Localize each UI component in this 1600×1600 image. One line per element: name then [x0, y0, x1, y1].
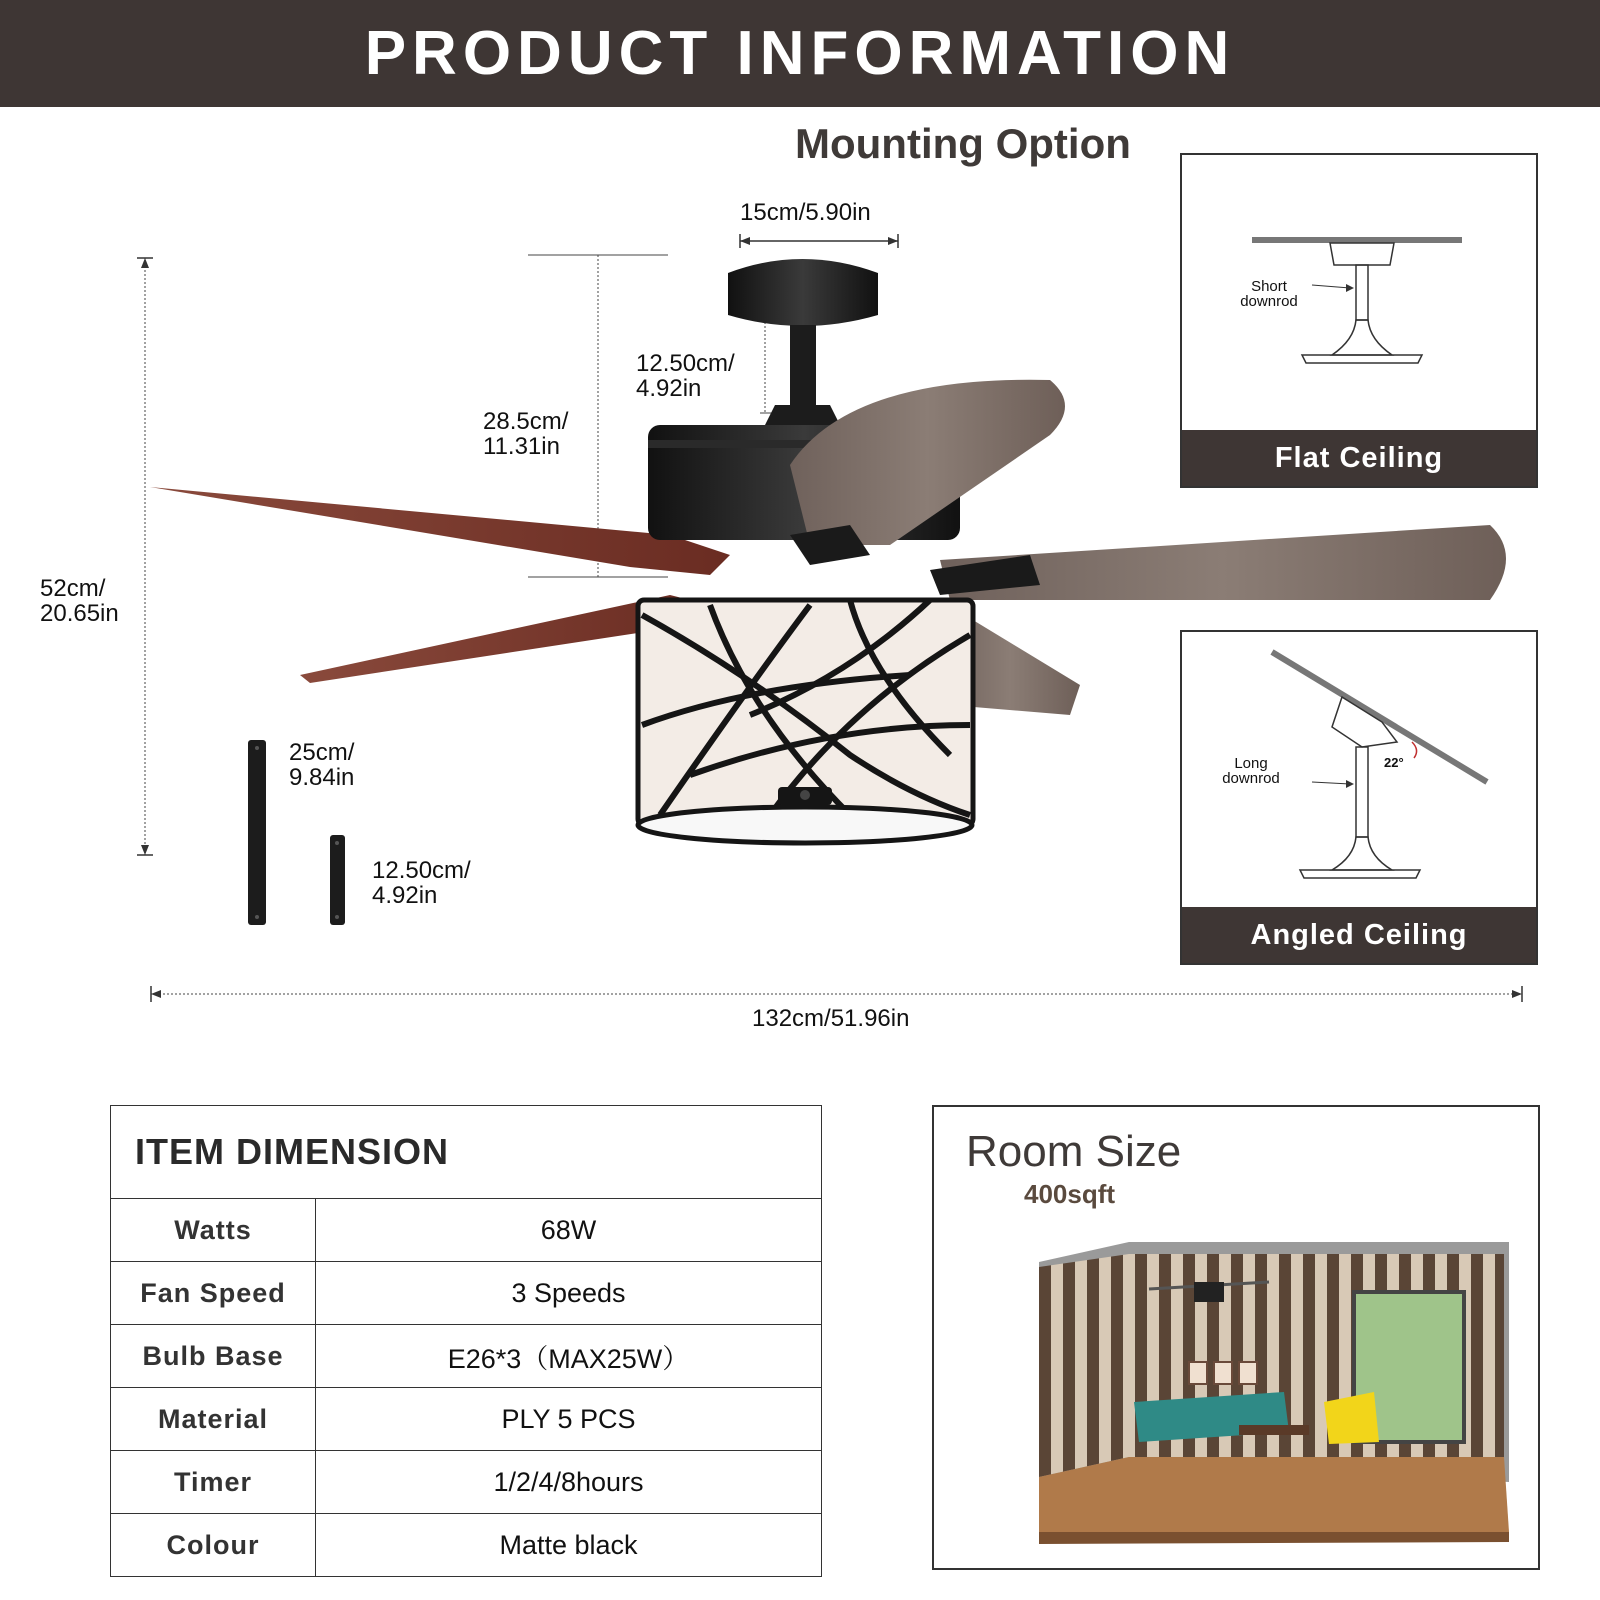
table-row	[111, 1514, 822, 1577]
total-height-label-1: 52cm/	[40, 575, 106, 602]
downrod-short-label-1: 12.50cm/	[372, 857, 471, 884]
short-downrod-label-1: Short	[1251, 278, 1287, 295]
room-illustration	[1039, 1232, 1529, 1557]
item-dimension-title: ITEM DIMENSION	[111, 1106, 822, 1199]
table-row	[111, 1325, 822, 1388]
row-value: PLY 5 PCS	[316, 1388, 822, 1451]
row-value: E26*3（MAX25W）	[316, 1325, 822, 1388]
long-downrod-label-1: Long	[1234, 755, 1268, 772]
row-key: Watts	[111, 1199, 316, 1262]
row-key: Bulb Base	[111, 1325, 316, 1388]
row-value: 68W	[316, 1199, 822, 1262]
canopy-drop-label-1: 12.50cm/	[636, 350, 735, 377]
angled-ceiling-label: Angled Ceiling	[1182, 907, 1536, 963]
downrod-long-label-1: 25cm/	[289, 739, 355, 766]
table-row	[111, 1451, 822, 1514]
item-dimension-table	[110, 1105, 822, 1577]
angle-label: 22°	[1384, 755, 1404, 770]
angled-ceiling-panel	[1180, 630, 1538, 965]
row-key: Colour	[111, 1514, 316, 1577]
total-height-label-2: 20.65in	[40, 600, 119, 627]
table-row	[111, 1199, 822, 1262]
room-size-value: 400sqft	[1024, 1179, 1116, 1209]
mounting-option-title: Mounting Option	[795, 120, 1131, 167]
table-row	[111, 1262, 822, 1325]
long-downrod-label-2: downrod	[1222, 770, 1280, 787]
canopy-drop-label-2: 4.92in	[636, 375, 702, 402]
row-key: Fan Speed	[111, 1262, 316, 1325]
span-label: 132cm/51.96in	[752, 1005, 910, 1032]
room-size-title: Room Size	[966, 1127, 1182, 1176]
row-key: Timer	[111, 1451, 316, 1514]
row-value: 1/2/4/8hours	[316, 1451, 822, 1514]
row-value: 3 Speeds	[316, 1262, 822, 1325]
table-row	[111, 1388, 822, 1451]
row-key: Material	[111, 1388, 316, 1451]
canopy-width-label: 15cm/5.90in	[740, 199, 871, 226]
room-size-panel	[932, 1105, 1540, 1570]
row-value: Matte black	[316, 1514, 822, 1577]
page-title: PRODUCT INFORMATION	[364, 19, 1236, 88]
body-height-label-1: 28.5cm/	[483, 408, 569, 435]
short-downrod-label-2: downrod	[1240, 293, 1298, 310]
table-header-row	[111, 1106, 822, 1199]
downrod-short-label-2: 4.92in	[372, 882, 438, 909]
flat-ceiling-label: Flat Ceiling	[1182, 430, 1536, 486]
body-height-label-2: 11.31in	[483, 433, 560, 460]
downrod-long-label-2: 9.84in	[289, 764, 355, 791]
flat-ceiling-panel	[1180, 153, 1538, 488]
